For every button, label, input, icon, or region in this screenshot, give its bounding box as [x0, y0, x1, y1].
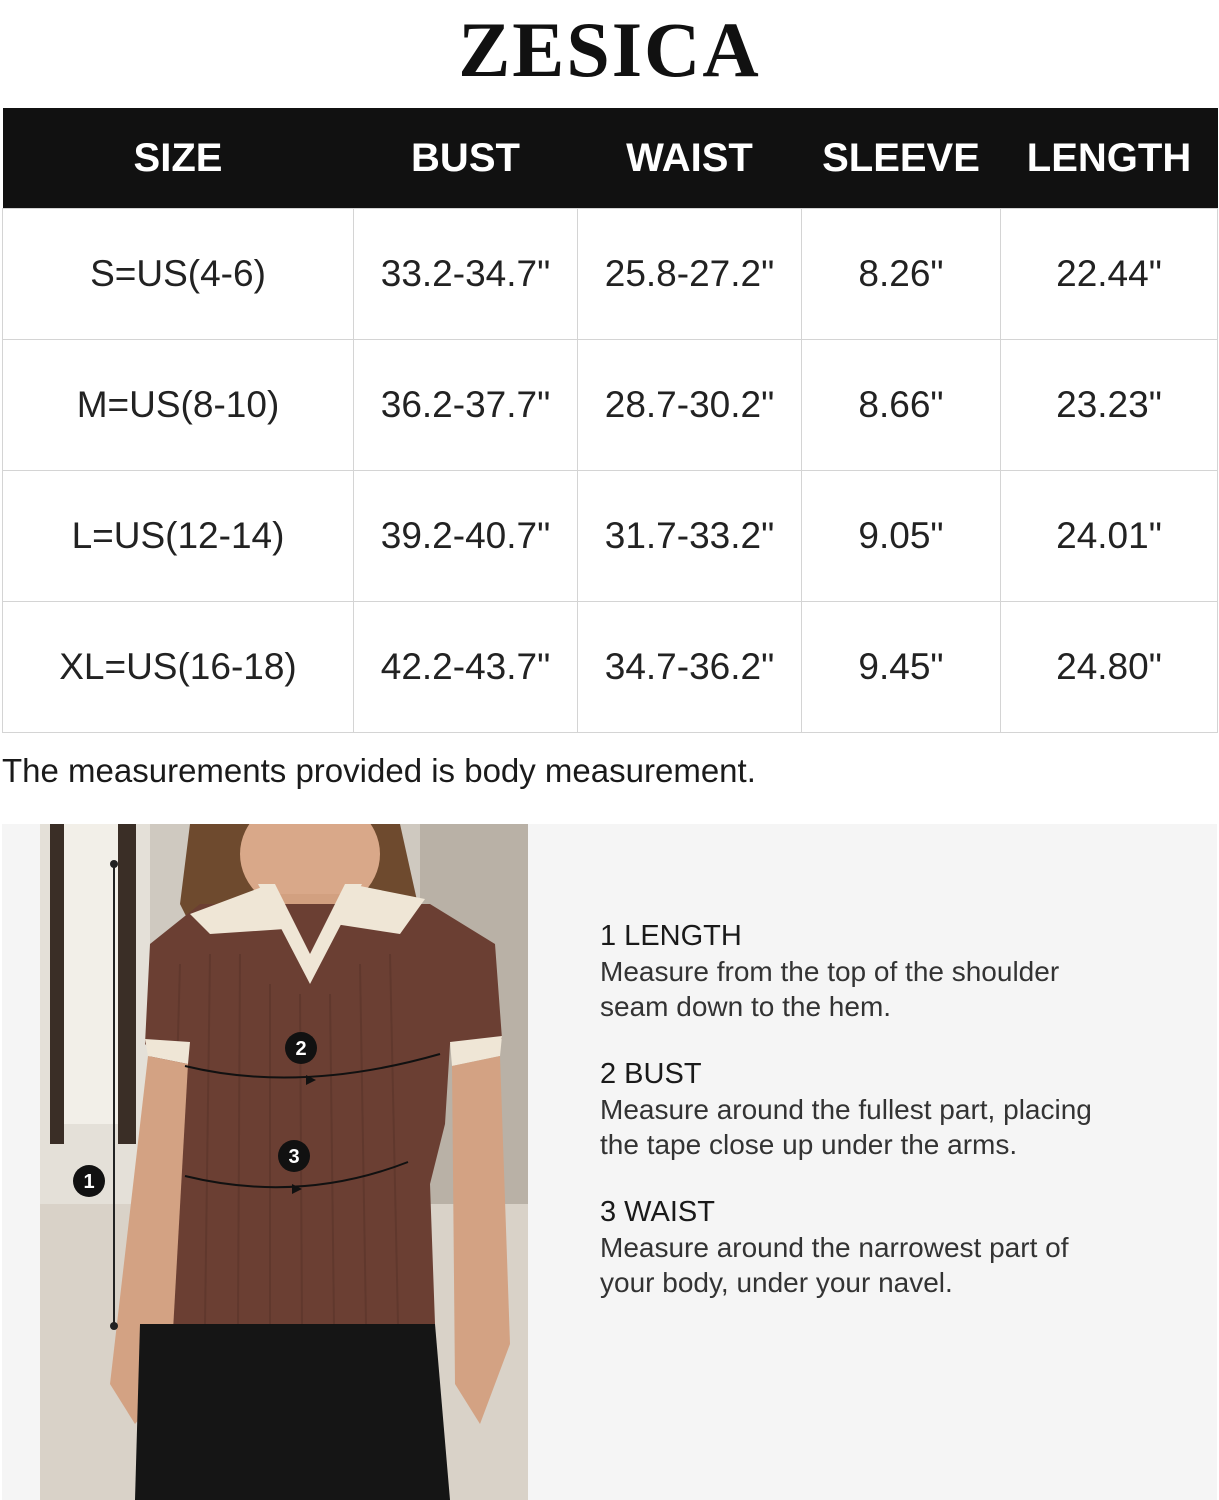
sleeve-cell: 8.66"	[802, 340, 1001, 471]
column-header-length: LENGTH	[1001, 108, 1218, 209]
bust-cell: 36.2-37.7"	[354, 340, 578, 471]
brand-logo: ZESICA	[458, 6, 761, 93]
column-header-sleeve: SLEEVE	[802, 108, 1001, 209]
table-row	[3, 209, 1218, 340]
table-header-row	[3, 108, 1218, 209]
marker-1-icon	[73, 1165, 105, 1197]
model-photo	[40, 824, 528, 1500]
size-chart-table	[2, 108, 1218, 733]
guide-item-waist	[600, 1194, 1180, 1300]
guide-title: 2 BUST	[600, 1058, 702, 1090]
waist-cell: 31.7-33.2"	[578, 471, 802, 602]
guide-desc-line: Measure around the narrowest part of	[600, 1232, 1069, 1263]
marker-3-icon	[278, 1140, 310, 1172]
guide-item-bust	[600, 1056, 1180, 1162]
guide-desc-line: seam down to the hem.	[600, 991, 892, 1022]
marker-2-icon	[285, 1032, 317, 1064]
svg-text:1: 1	[83, 1171, 95, 1193]
guide-title: 1 LENGTH	[600, 920, 742, 952]
guide-item-length	[600, 918, 1180, 1024]
guide-desc-line: Measure from the top of the shoulder	[600, 956, 1060, 987]
bust-cell: 39.2-40.7"	[354, 471, 578, 602]
column-header-bust: BUST	[354, 108, 578, 209]
guide-desc-line: the tape close up under the arms.	[600, 1129, 1018, 1160]
guide-description	[600, 1230, 1180, 1300]
length-cell: 23.23"	[1001, 340, 1218, 471]
length-cell: 22.44"	[1001, 209, 1218, 340]
table-row	[3, 602, 1218, 733]
column-header-waist: WAIST	[578, 108, 802, 209]
guide-desc-line: your body, under your navel.	[600, 1267, 953, 1298]
waist-cell: 34.7-36.2"	[578, 602, 802, 733]
waist-cell: 25.8-27.2"	[578, 209, 802, 340]
sleeve-cell: 9.45"	[802, 602, 1001, 733]
guide-desc-line: Measure around the fullest part, placing	[600, 1094, 1092, 1125]
guide-description	[600, 1092, 1180, 1162]
sleeve-cell: 8.26"	[802, 209, 1001, 340]
size-cell: S=US(4-6)	[3, 209, 354, 340]
table-row	[3, 340, 1218, 471]
guide-description	[600, 954, 1180, 1024]
table-row	[3, 471, 1218, 602]
svg-text:3: 3	[288, 1146, 300, 1168]
length-cell: 24.01"	[1001, 471, 1218, 602]
svg-text:2: 2	[295, 1038, 307, 1060]
measurement-note: The measurements provided is body measurement.	[2, 752, 756, 789]
bust-cell: 42.2-43.7"	[354, 602, 578, 733]
guide-title: 3 WAIST	[600, 1196, 715, 1228]
column-header-size: SIZE	[3, 108, 354, 209]
size-cell: L=US(12-14)	[3, 471, 354, 602]
size-cell: XL=US(16-18)	[3, 602, 354, 733]
measurement-instructions	[600, 918, 1180, 1332]
bust-cell: 33.2-34.7"	[354, 209, 578, 340]
size-cell: M=US(8-10)	[3, 340, 354, 471]
length-cell: 24.80"	[1001, 602, 1218, 733]
sleeve-cell: 9.05"	[802, 471, 1001, 602]
waist-cell: 28.7-30.2"	[578, 340, 802, 471]
